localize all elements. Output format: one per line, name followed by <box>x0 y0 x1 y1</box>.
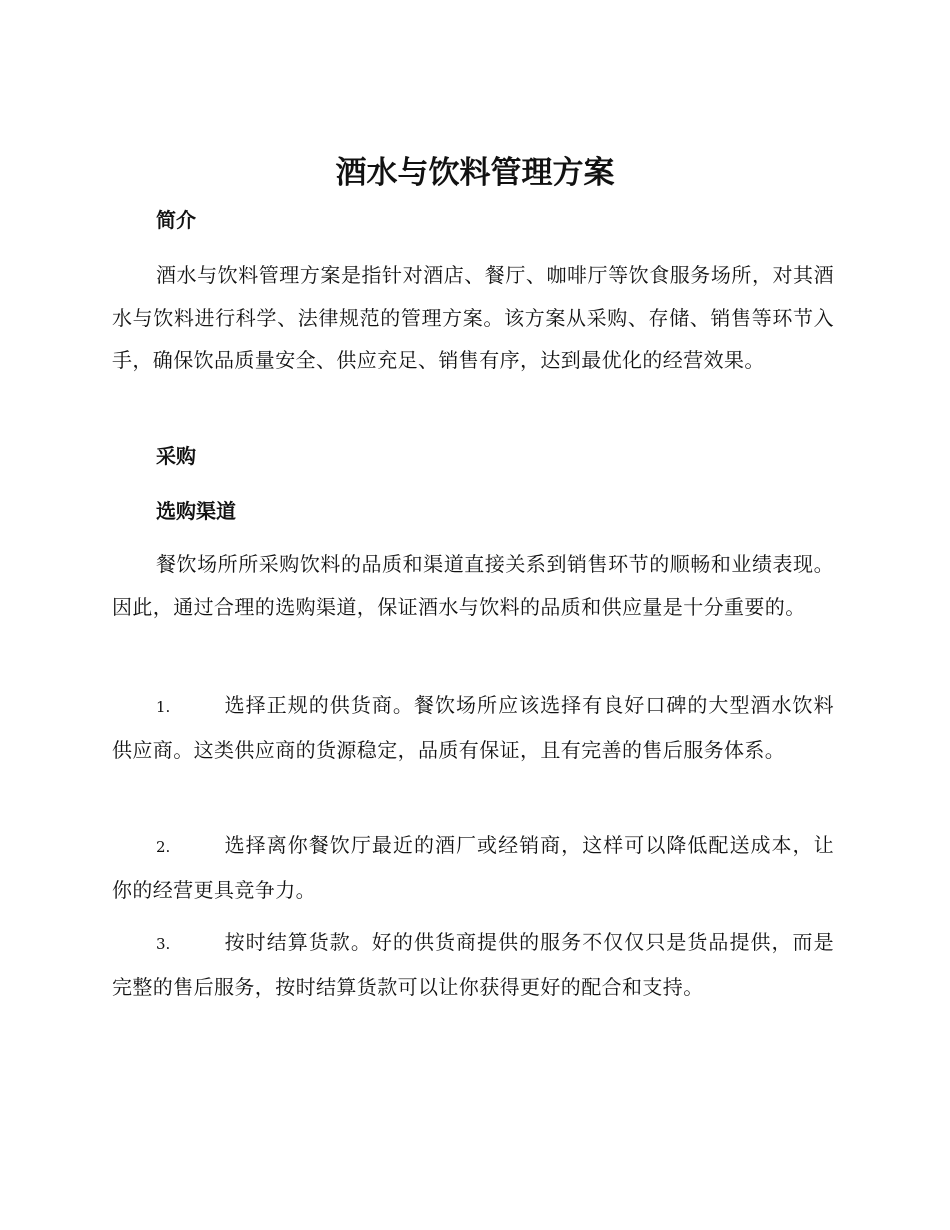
section-heading-intro: 简介 <box>156 208 196 232</box>
list-item-text: 选择离你餐饮厅最近的酒厂或经销商，这样可以降低配送成本，让你的经营更具竞争力。 <box>112 833 834 902</box>
list-item-text: 选择正规的供货商。餐饮场所应该选择有良好口碑的大型酒水饮料供应商。这类供应商的货源稳定，品质有保证，且有完善的售后服务体系。 <box>112 693 834 762</box>
list-item <box>112 824 834 911</box>
list-item <box>112 684 834 771</box>
list-item-number: 2. <box>156 838 171 856</box>
list-item-number: 1. <box>156 698 171 716</box>
list-item-text: 按时结算货款。好的供货商提供的服务不仅仅只是货品提供，而是完整的售后服务，按时结算货款可以让你获得更好的配合和支持。 <box>112 930 834 999</box>
subsection-heading-channel: 选购渠道 <box>156 499 236 523</box>
list-item-number: 3. <box>156 935 171 953</box>
page-title: 酒水与饮料管理方案 <box>335 155 615 191</box>
paragraph-channel: 餐饮场所所采购饮料的品质和渠道直接关系到销售环节的顺畅和业绩表现。因此，通过合理的选购渠道，保证酒水与饮料的品质和供应量是十分重要的。 <box>112 552 834 619</box>
section-heading-purchase: 采购 <box>156 444 196 468</box>
list-item <box>112 921 834 1008</box>
paragraph-intro: 酒水与饮料管理方案是指针对酒店、餐厅、咖啡厅等饮食服务场所，对其酒水与饮料进行科学、法律规范的管理方案。该方案从采购、存储、销售等环节入手，确保饮品质量安全、供应充足、销售有序，达到最优化的经营效果。 <box>112 263 834 372</box>
